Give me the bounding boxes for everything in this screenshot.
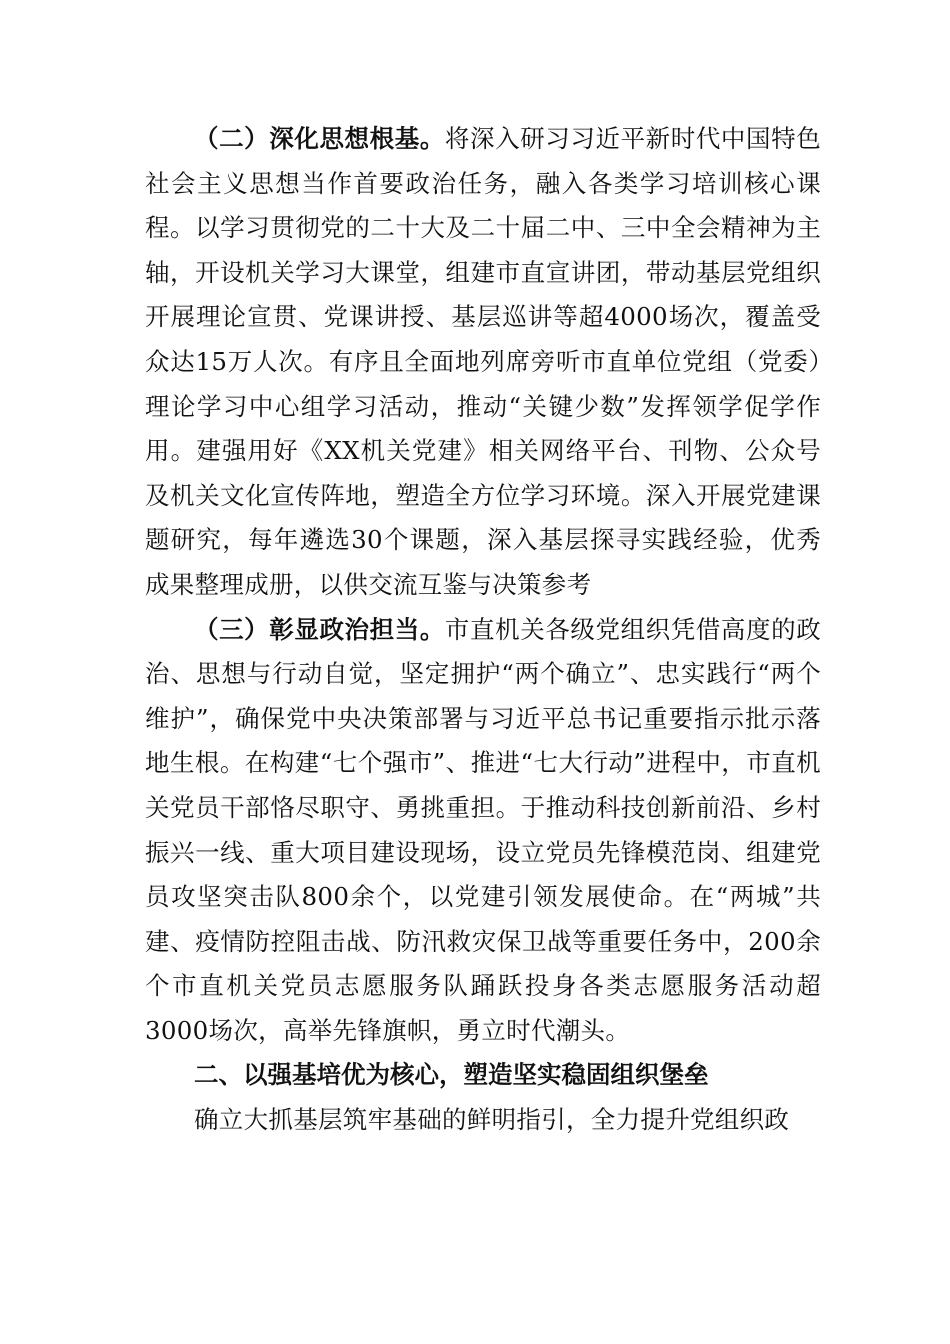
paragraph-closing: 确立大抓基层筑牢基础的鲜明指引，全力提升党组织政 — [194, 1105, 790, 1135]
paragraph-text-political-responsibility: 市直机关各级党组织凭借高度的政治、思想与行动自觉，坚定拥护“两个确立”、忠实践行“两个维护”，确保党中央决策部署与习近平总书记重要指示批示落地生根。在构建“七个强市”、推进“七大行动”进程中，市直机关党员干部恪尽职守、勇挑重担。于推动科技创新前沿、乡村振兴一线、重大项目建设现场，设立党员先锋模范岗、组建党员攻坚突击队800余个，以党建引领发展使命。在“两城”共建、疫情防控阻击战、防汛救灾保卫战等重要任务中，200余个市直机关党员志愿服务队踊跃投身各类志愿服务活动超3000场次，高举先锋旗帜，勇立时代潮头。 — [145, 614, 822, 1045]
paragraph-lead-deepen-foundation: （二）深化思想根基。 — [194, 124, 445, 153]
section-heading: 二、以强基培优为核心，塑造坚实稳固组织堡垒 — [194, 1060, 709, 1090]
paragraph-lead-political-responsibility: （三）彰显政治担当。 — [194, 614, 445, 644]
paragraph-text-deepen-foundation: 将深入研习习近平新时代中国特色社会主义思想当作首要政治任务，融入各类学习培训核心课程。以学习贯彻党的二十大及二十届二中、三中全会精神为主轴，开设机关学习大课堂，组建市直宣讲团，带动基层党组织开展理论宣贯、党课讲授、基层巡讲等超4000场次，覆盖受众达15万人次。有序且全面地列席旁听市直单位党组（党委）理论学习中心组学习活动，推动“关键少数”发挥领学促学作用。建强用好《XX机关党建》相关网络平台、刊物、公众号及机关文化宣传阵地，塑造全方位学习环境。深入开展党建课题研究，每年遴选30个课题，深入基层探寻实践经验，优秀成果整理成册，以供交流互鉴与决策参考 — [145, 124, 822, 599]
paragraph-political-responsibility — [145, 608, 821, 1054]
document-body — [145, 117, 821, 1143]
paragraph-deepen-foundation — [145, 117, 821, 608]
